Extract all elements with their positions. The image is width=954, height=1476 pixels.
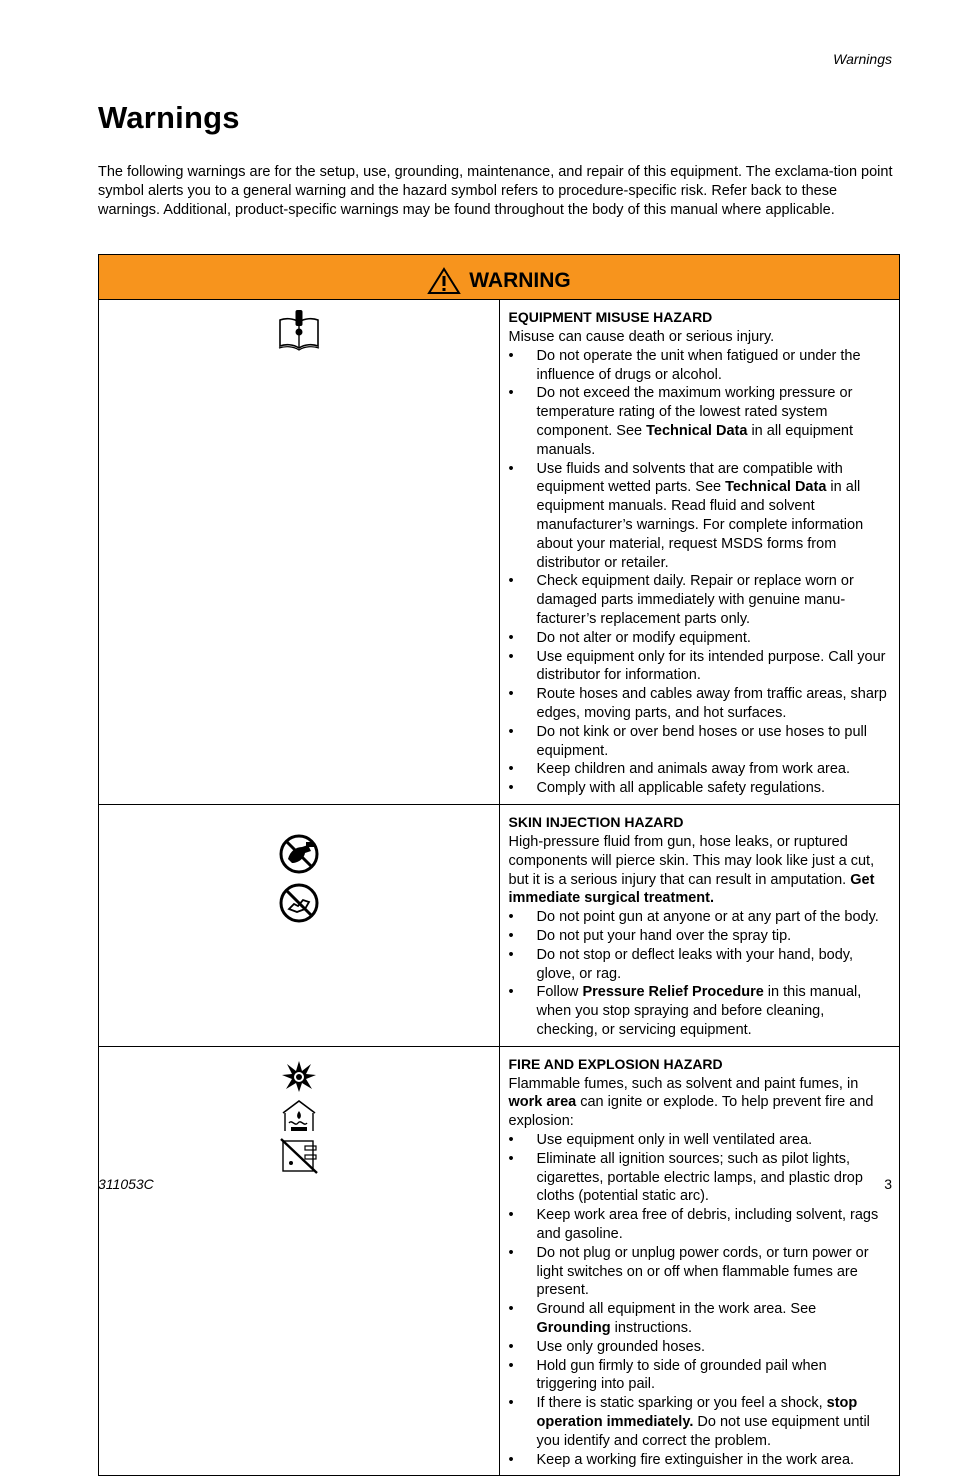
text-run: Keep a working fire extinguisher in the work area. bbox=[536, 1451, 855, 1468]
hazard-list-item bbox=[509, 629, 890, 648]
fire-fumes-icon bbox=[279, 1097, 319, 1133]
hazard-icon-cell bbox=[99, 300, 500, 805]
hazard-list-item bbox=[509, 927, 890, 946]
text-run: instructions. bbox=[610, 1320, 692, 1337]
text-run: in this manual, when you stop spraying and before cleaning, checking, or servicing equipment. bbox=[536, 984, 862, 1038]
hazard-title: FIRE AND EXPLOSION HAZARD bbox=[508, 1055, 723, 1072]
text-run: in all equipment manuals. bbox=[536, 422, 854, 458]
page-number: 3 bbox=[884, 1176, 892, 1192]
hazard-list-item bbox=[509, 946, 890, 984]
bold-run: Technical Data bbox=[725, 479, 827, 496]
text-run: Do not put your hand over the spray tip. bbox=[536, 927, 792, 944]
hazard-list bbox=[509, 347, 890, 798]
bold-run: Grounding bbox=[536, 1320, 611, 1337]
hazard-list bbox=[509, 1131, 890, 1469]
text-run: Do not operate the unit when fatigued or under the influence of drugs or alcohol. bbox=[536, 347, 861, 383]
hazard-list-item bbox=[509, 1131, 890, 1150]
hazard-list-item bbox=[509, 460, 890, 573]
hazard-list-item bbox=[509, 1394, 890, 1450]
no-ignition-icon bbox=[279, 1137, 319, 1175]
text-run: Use equipment only in well ventilated area. bbox=[536, 1132, 813, 1149]
hazard-row-equipment-misuse bbox=[99, 300, 900, 805]
page-title: Warnings bbox=[98, 100, 240, 135]
document-number: 311053C bbox=[98, 1176, 154, 1192]
text-run: Do not exceed the maximum working pressure or temperature rating of the lowest rated system component. See bbox=[536, 385, 853, 439]
hazard-icon-cell bbox=[99, 804, 500, 1046]
hazard-list bbox=[509, 908, 890, 1040]
read-manual-icon bbox=[277, 310, 321, 352]
bold-run: Pressure Relief Procedure bbox=[582, 984, 764, 1001]
hazard-list-item bbox=[509, 1357, 890, 1395]
text-run: Comply with all applicable safety regulations. bbox=[536, 780, 826, 797]
intro-paragraph: The following warnings are for the setup, use, grounding, maintenance, and repair of this equipment. The exclama-tion point symbol alerts you to a general warning and the hazard symbol refers to procedure-specific risk. Refer back to these warnings. Additional, product-specific warnings may be found throughout the body of this manual where applicable. bbox=[98, 164, 893, 218]
text-run: Ground all equipment in the work area. See bbox=[536, 1301, 817, 1318]
hazard-row-skin-injection bbox=[99, 804, 900, 1046]
bold-run: Technical Data bbox=[646, 422, 748, 439]
warning-table bbox=[98, 254, 900, 1476]
skin-injection-icon bbox=[278, 833, 320, 875]
hazard-title: SKIN INJECTION HAZARD bbox=[508, 813, 684, 830]
running-header: Warnings bbox=[833, 51, 892, 67]
hazard-list-item bbox=[509, 779, 890, 798]
hazard-list-item bbox=[509, 1338, 890, 1357]
text-run: Do not alter or modify equipment. bbox=[536, 629, 751, 646]
explosion-icon bbox=[281, 1059, 317, 1093]
text-run: If there is static sparking or you feel a shock, bbox=[536, 1395, 827, 1412]
hazard-description bbox=[509, 1075, 890, 1131]
text-run: Follow bbox=[536, 984, 583, 1001]
text-run: Do not use equipment until you identify and correct the problem. bbox=[536, 1414, 870, 1449]
no-hand-on-tip-icon bbox=[278, 882, 320, 924]
hazard-list-item bbox=[509, 347, 890, 385]
text-run: Flammable fumes, such as solvent and paint fumes, in bbox=[508, 1075, 859, 1092]
hazard-list-item bbox=[509, 1150, 890, 1206]
hazard-list-item bbox=[509, 1244, 890, 1300]
text-run: Use only grounded hoses. bbox=[536, 1338, 705, 1355]
bold-run: stop operation immediately. bbox=[536, 1395, 858, 1431]
text-run: Eliminate all ignition sources; such as pilot lights, cigarettes, portable electric lamps, and plastic drop cloths (potential static arc). bbox=[536, 1150, 863, 1205]
text-run: Do not plug or unplug power cords, or turn power or light switches on or off when flammable fumes are present. bbox=[536, 1244, 869, 1299]
text-run: Check equipment daily. Repair or replace worn or damaged parts immediately with genuine manu-facturer’s replacement parts only. bbox=[536, 573, 854, 627]
hazard-description bbox=[509, 833, 890, 908]
text-run: Do not point gun at anyone or at any part of the body. bbox=[536, 909, 879, 926]
text-run: Do not kink or over bend hoses or use hoses to pull equipment. bbox=[536, 723, 867, 759]
hazard-list-item bbox=[509, 648, 890, 686]
text-run: Do not stop or deflect leaks with your hand, body, glove, or rag. bbox=[536, 946, 853, 982]
warning-banner-label: WARNING bbox=[469, 268, 571, 292]
text-run: Use equipment only for its intended purpose. Call your distributor for information. bbox=[536, 648, 886, 684]
hazard-list-item bbox=[509, 983, 890, 1039]
hazard-description bbox=[509, 328, 890, 347]
hazard-text-cell bbox=[499, 1046, 900, 1476]
bold-run: Get immediate surgical treatment. bbox=[508, 871, 875, 907]
hazard-text-cell bbox=[499, 804, 900, 1046]
text-run: Keep work area free of debris, including solvent, rags and gasoline. bbox=[536, 1207, 879, 1243]
text-run: can ignite or explode. To help prevent fire and explosion: bbox=[508, 1094, 874, 1130]
hazard-list-item bbox=[509, 572, 890, 628]
hazard-row-fire-explosion bbox=[99, 1046, 900, 1476]
text-run: Route hoses and cables away from traffic areas, sharp edges, moving parts, and hot surfaces. bbox=[536, 686, 887, 721]
hazard-list-item bbox=[509, 1451, 890, 1470]
text-run: Hold gun firmly to side of grounded pail when triggering into pail. bbox=[536, 1357, 827, 1393]
hazard-title: EQUIPMENT MISUSE HAZARD bbox=[508, 309, 713, 325]
hazard-list-item bbox=[509, 723, 890, 761]
hazard-list-item bbox=[509, 1206, 890, 1244]
text-run: Misuse can cause death or serious injury. bbox=[508, 329, 775, 345]
warning-triangle-icon bbox=[427, 267, 461, 295]
bold-run: work area bbox=[508, 1094, 577, 1111]
text-run: High-pressure fluid from gun, hose leaks, or ruptured components will pierce skin. This may look like just a cut, but it is a serious injury that can result in amputation. bbox=[508, 833, 875, 888]
hazard-icon-cell bbox=[99, 1046, 500, 1476]
hazard-list-item bbox=[509, 685, 890, 723]
hazard-list-item bbox=[509, 1300, 890, 1338]
warning-banner bbox=[99, 255, 900, 300]
text-run: Use fluids and solvents that are compatible with equipment wetted parts. See bbox=[536, 460, 843, 496]
text-run: in all equipment manuals. Read fluid and solvent manufacturer’s warnings. For complete information about your material, request MSDS forms from distributor or retailer. bbox=[536, 479, 864, 571]
hazard-list-item bbox=[509, 384, 890, 459]
hazard-list-item bbox=[509, 760, 890, 779]
text-run: Keep children and animals away from work area. bbox=[536, 761, 851, 778]
hazard-list-item bbox=[509, 908, 890, 927]
hazard-text-cell bbox=[499, 300, 900, 805]
